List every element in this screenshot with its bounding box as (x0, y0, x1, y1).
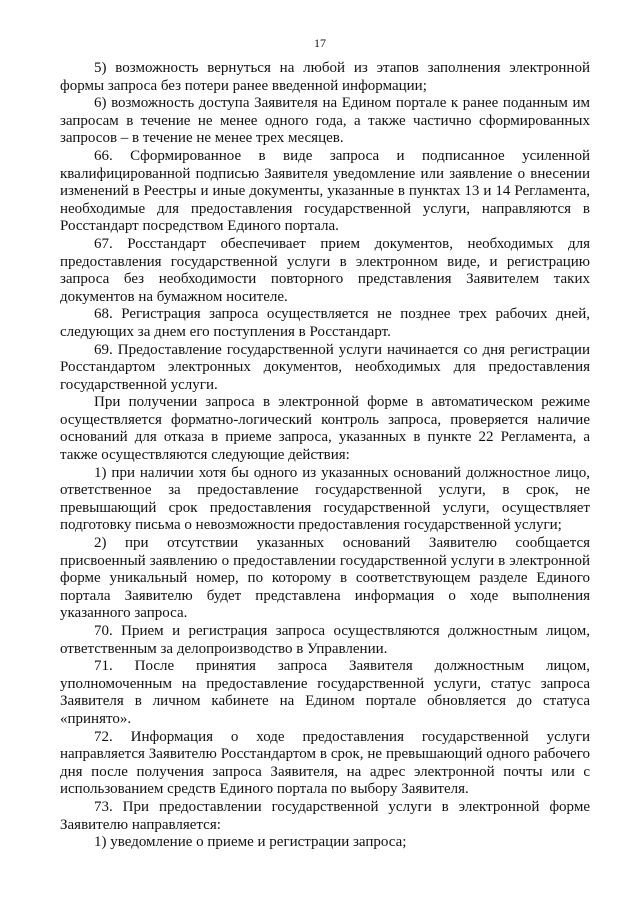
paragraph-item-6: 6) возможность доступа Заявителя на Едином портале к ранее поданным им запросам в течение не менее одного года, а также частично сформированных запросов – в течение не менее трех месяцев. (60, 95, 590, 147)
paragraph-73-item-1: 1) уведомление о приеме и регистрации запроса; (94, 834, 407, 851)
paragraph-72: 72. Информация о ходе предоставления государственной услуги направляется Заявителю Росстандартом в срок, не превышающий одного рабочего дня после получения запроса Заявителя, на адрес электронной почты или с использованием средств Единого портала по выбору Заявителя. (60, 728, 590, 798)
page-number: 17 (314, 36, 326, 50)
paragraph-73: 73. При предоставлении государственной услуги в электронной форме Заявителю направляется: (60, 798, 590, 833)
paragraph-70: 70. Прием и регистрация запроса осуществляются должностным лицом, ответственным за делопроизводство в Управлении. (60, 623, 590, 657)
paragraph-71: 71. После принятия запроса Заявителя должностным лицом, уполномоченным на предоставление государственной услуги, статус запроса Заявителя в личном кабинете на Едином портале обновляется до статуса «принято». (60, 658, 590, 727)
paragraph-69-processing: При получении запроса в электронной форме в автоматическом режиме осуществляется форматно-логический контроль запроса, проверяется наличие оснований для отказа в приеме запроса, указанных в пункте 22 Регламента, а также осуществляются следующие действия: (60, 394, 590, 464)
paragraph-69: 69. Предоставление государственной услуги начинается со дня регистрации Росстандартом электронных документов, необходимых для предоставления государственной услуги. (60, 341, 590, 393)
paragraph-69-item-2: 2) при отсутствии указанных оснований Заявителю сообщается присвоенный заявлению о предоставлении государственной услуги в электронной форме уникальный номер, по которому в соответствующем разделе Единого портала Заявителю будет представлена информация о ходе выполнения указанного запроса. (60, 535, 590, 622)
paragraph-69-item-1: 1) при наличии хотя бы одного из указанных оснований должностное лицо, ответственное за предоставление государственной услуги, в срок, не превышающий срок предоставления государственной услуги, осуществляет подготовку письма о невозможности предоставления государственной услуги; (60, 464, 590, 534)
paragraph-item-5: 5) возможность вернуться на любой из этапов заполнения электронной формы запроса без потери ранее введенной информации; (60, 60, 590, 94)
paragraph-68: 68. Регистрация запроса осуществляется не позднее трех рабочих дней, следующих за днем его поступления в Росстандарт. (60, 306, 590, 340)
paragraph-67: 67. Росстандарт обеспечивает прием документов, необходимых для предоставления государственной услуги в электронном виде, и регистрацию запроса без необходимости повторного представления Заявителем таких документов на бумажном носителе. (60, 235, 590, 305)
paragraph-66: 66. Сформированное в виде запроса и подписанное усиленной квалифицированной подписью Заявителя уведомление или заявление о внесении изменений в Реестры и иные документы, указанные в пунктах 13 и 14 Регламента, необходимые для предоставления государственной услуги, направляются в Росстандарт посредством Единого портала. (60, 147, 590, 235)
document-body (60, 60, 590, 852)
